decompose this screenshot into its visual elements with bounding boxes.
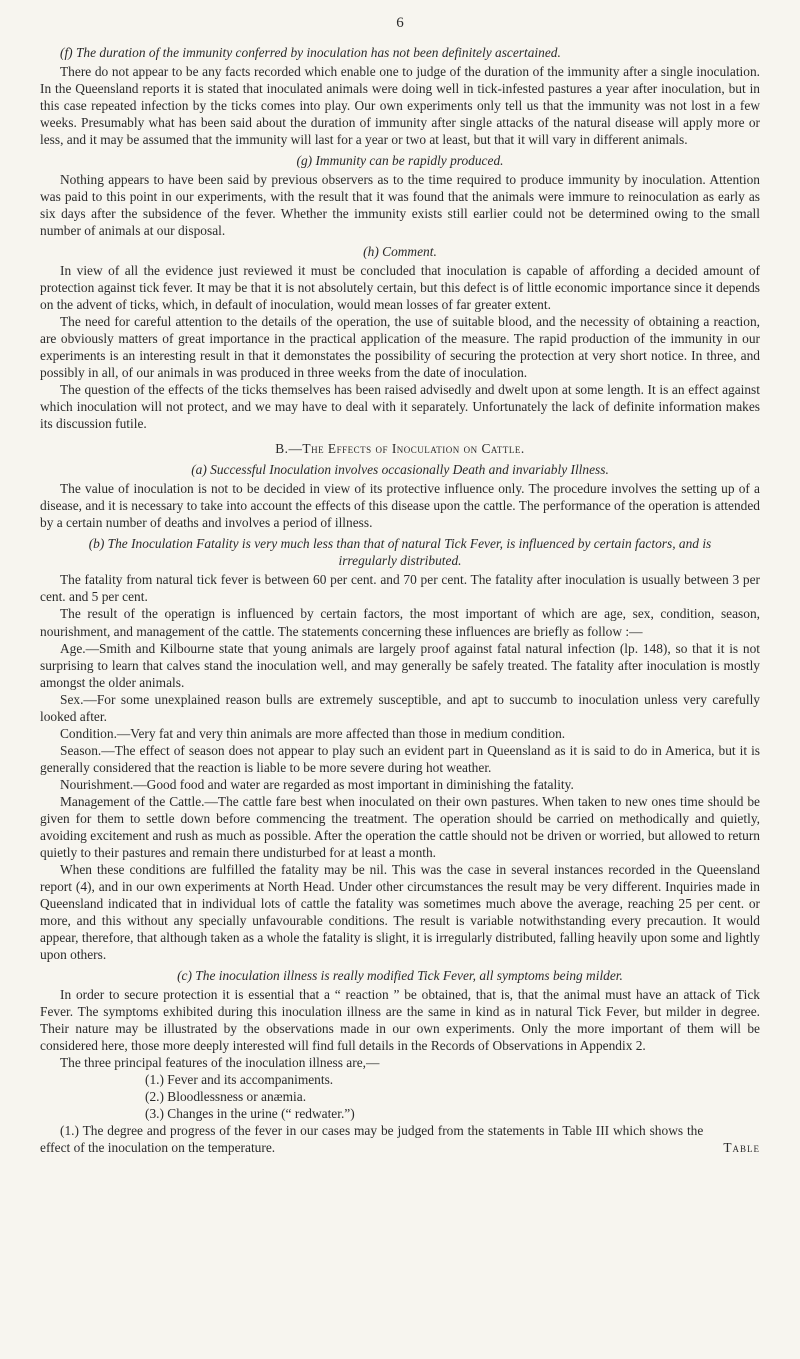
catchword: Table bbox=[723, 1139, 760, 1155]
section-g-paragraph: Nothing appears to have been said by previous observers as to the time required to produce immunity by inoculation. Attention was paid to this point in our experiments, with the result that it was found that the animals were immure to reinoculation as early as six days after the subsidence of the fever. Whether the immunity exists still earlier could not be determined owing to the small number of animals at our disposal. bbox=[40, 172, 760, 239]
list-item: (1.) Fever and its accompaniments. bbox=[145, 1071, 334, 1087]
section-b-heading: B.—The Effects of Inoculation on Cattle. bbox=[275, 441, 525, 457]
subsection-a-paragraph: The value of inoculation is not to be decided in view of its protective influence only. The procedure involves the setting up of a disease, and it is necessary to take into account the effects of this disease upon the cattle. The performance of the operation is attended by a certain number of deaths and involves a period of illness. bbox=[40, 481, 760, 531]
subsection-c-heading: (c) The inoculation illness is really modified Tick Fever, all symptoms being milder. bbox=[177, 967, 623, 983]
subsection-b-paragraph: When these conditions are fulfilled the fatality may be nil. This was the case in several instances recorded in the Queensland report (4), and in our own experiments at North Head. Under other circumstances the result may be very different. Inquiries made in Queensland indicated that in individual lots of cattle the fatality was sometimes much above the average, reaching 25 per cent. or more, and this without any specially unfavourable conditions. The result is variable notwithstanding every precaution. It would appear, therefore, that although taken as a whole the fatality is slight, it is irregularly distributed, falling heavily upon some and lightly upon others. bbox=[40, 861, 760, 962]
section-h-paragraph: In view of all the evidence just reviewed it must be concluded that inoculation is capable of affording a decided amount of protection against tick fever. It may be that it is not absolutely certain, but this defect is of little economic importance since it depends on the advent of ticks, which, in default of inoculation, would mean losses of far greater extent. bbox=[40, 263, 760, 313]
section-h-paragraph: The need for careful attention to the details of the operation, the use of suitable blood, and the necessity of obtaining a reaction, are obviously matters of great importance in the practical application of the measure. The rapid production of the immunity in our experiments is an interesting result in that it demonstates the possibility of securing the protection at very short notice. In three, and possibly in all, of our animals in was produced in three weeks from the date of inoculation. bbox=[40, 314, 760, 381]
factor-season: Season.—The effect of season does not appear to play such an evident part in Queensland as it is said to do in America, but it is generally considered that the reaction is liable to be more severe during hot weather. bbox=[40, 742, 760, 775]
section-f-heading: (f) The duration of the immunity conferred by inoculation has not been definitely ascertained. bbox=[60, 45, 561, 60]
closing-paragraph: (1.) The degree and progress of the fever in our cases may be judged from the statements in Table III which shows the effect of the inoculation on the temperature. bbox=[40, 1122, 704, 1155]
factor-age: Age.—Smith and Kilbourne state that young animals are largely proof against fatal natural infection (lp. 148), so that it is not surprising to learn that calves stand the inoculation well, and may generally be safely treated. The fatality after inoculation is mostly amongst the older animals. bbox=[40, 640, 760, 690]
factor-condition: Condition.—Very fat and very thin animals are more affected than those in medium condition. bbox=[60, 725, 566, 741]
subsection-c-paragraph: The three principal features of the inoculation illness are,— bbox=[60, 1054, 380, 1070]
section-f-paragraph: There do not appear to be any facts recorded which enable one to judge of the duration of the immunity after a single inoculation. In the Queensland reports it is stated that inoculated animals were doing well in tick-infested pastures a year after inoculation, but in this case repeated infection by the ticks comes into play. Our own experiments only tell us that the immunity was not lost in a few weeks. Presumably what has been said about the duration of immunity after single attacks of the natural disease will apply more or less, and it may be assumed that the immunity will last for a year or two at least, but that it will vary in different animals. bbox=[40, 64, 760, 148]
factor-sex: Sex.—For some unexplained reason bulls are extremely susceptible, and apt to succumb to inoculation unless very carefully looked after. bbox=[40, 691, 760, 724]
factor-nourishment: Nourishment.—Good food and water are regarded as most important in diminishing the fatality. bbox=[60, 776, 574, 792]
closing-row bbox=[40, 1122, 760, 1156]
subsection-c-paragraph: In order to secure protection it is essential that a “ reaction ” be obtained, that is, that the animal must have an attack of Tick Fever. The symptoms exhibited during this inoculation illness are the same in kind as in natural Tick Fever, but milder in degree. Their nature may be illustrated by the observations made in our own experiments. Only the more important of them will be considered here, those more deeply interested will find full details in the Records of Observations in Appendix 2. bbox=[40, 986, 760, 1053]
subsection-a-heading: (a) Successful Inoculation involves occasionally Death and invariably Illness. bbox=[191, 462, 609, 478]
list-item: (2.) Bloodlessness or anæmia. bbox=[145, 1088, 307, 1104]
section-h-heading: (h) Comment. bbox=[363, 244, 437, 260]
subsection-b-heading: (b) The Inoculation Fatality is very much less than that of natural Tick Fever, is influenced by certain factors, and is irregularly distributed. bbox=[88, 536, 712, 569]
factor-management: Management of the Cattle.—The cattle fare best when inoculated on their own pastures. When taken to new ones time should be given for them to settle down before commencing the treatment. The operation should be carried on methodically and quietly, avoiding excitement and rush as much as possible. After the operation the cattle should not be driven or worried, but allowed to return quietly to their pastures and remain there undisturbed for at least a month. bbox=[40, 793, 760, 860]
section-h-paragraph: The question of the effects of the ticks themselves has been raised advisedly and dwelt upon at some length. It is an effect against which inoculation will not protect, and we may have to deal with it separately. Unfortunately the lack of definite information makes its discussion futile. bbox=[40, 382, 760, 432]
list-item: (3.) Changes in the urine (“ redwater.”) bbox=[145, 1105, 355, 1121]
subsection-b-paragraph: The fatality from natural tick fever is between 60 per cent. and 70 per cent. The fatality after inoculation is usually between 3 per cent. and 5 per cent. bbox=[40, 572, 760, 605]
subsection-b-paragraph: The result of the operatign is influenced by certain factors, the most important of which are age, sex, condition, season, nourishment, and management of the cattle. The statements concerning these influences are briefly as follow :— bbox=[40, 606, 760, 639]
page-number: 6 bbox=[396, 15, 404, 31]
section-g-heading: (g) Immunity can be rapidly produced. bbox=[296, 153, 504, 169]
